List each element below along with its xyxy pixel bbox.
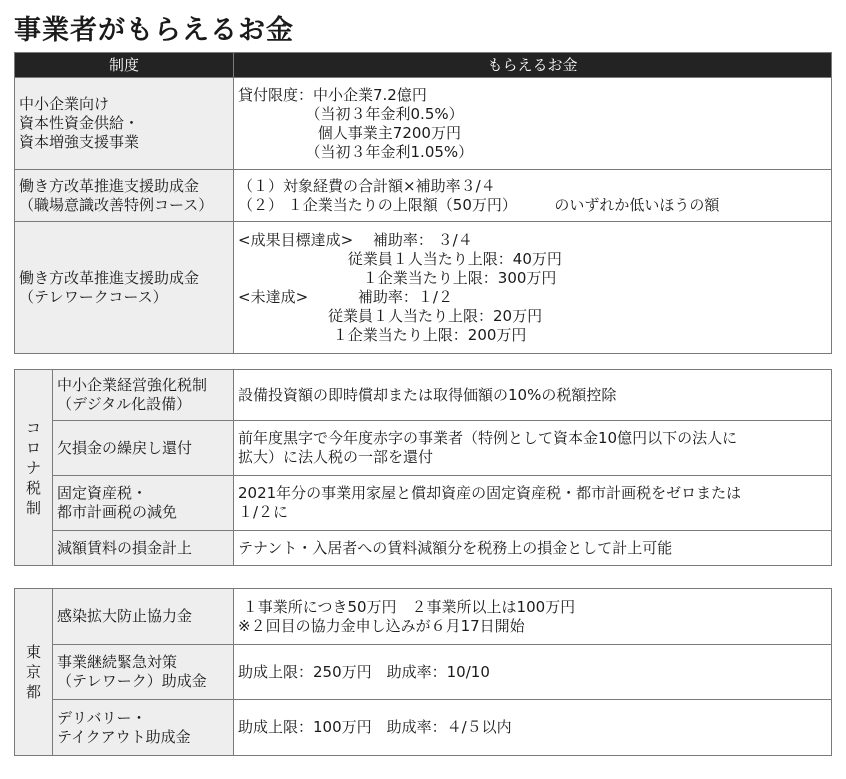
group-char: 京 (25, 663, 41, 681)
group-char: 東 (25, 643, 41, 661)
row-name: 中小企業経営強化税制 （デジタル化設備） (53, 370, 234, 421)
row-amount: １事業所につき50万円 ２事業所以上は100万円 ※２回目の協力金申し込みが６月17日開始 (234, 589, 832, 645)
main-table (14, 52, 832, 354)
group-char: ロ (25, 438, 41, 457)
row-name: 固定資産税・ 都市計画税の減免 (53, 476, 234, 531)
row-amount: 設備投資額の即時償却または取得価額の10%の税額控除 (234, 370, 832, 421)
row-amount: 貸付限度：中小企業7.2億円 （当初３年金利0.5%） 個人事業主7200万円 （当初３年金利1.05%） (234, 78, 832, 170)
group-char: コ (25, 418, 41, 437)
corona-tax-table (14, 369, 832, 566)
row-amount: 助成上限：100万円 助成率：４/５以内 (234, 700, 832, 756)
group-label-tokyo (15, 589, 53, 756)
group-char: ナ (25, 458, 41, 477)
row-amount: 2021年分の事業用家屋と償却資産の固定資産税・都市計画税をゼロまたは １/２に (234, 476, 832, 531)
page-title: 事業者がもらえるお金 (14, 15, 294, 46)
row-name: デリバリー・ テイクアウト助成金 (53, 700, 234, 756)
group-char: 制 (25, 498, 41, 517)
row-amount: 助成上限：250万円 助成率：10/10 (234, 645, 832, 700)
row-name: 事業継続緊急対策 （テレワーク）助成金 (53, 645, 234, 700)
row-amount: <成果目標達成> 補助率： ３/４ 従業員１人当たり上限：40万円 １企業当たり上限：300万円 <未達成> 補助率：１/２ 従業員１人当たり上限：20万円 １企業当たり上限：200万円 (234, 222, 832, 354)
row-name: 感染拡大防止協力金 (53, 589, 234, 645)
row-name: 働き方改革推進支援助成金 （テレワークコース） (15, 222, 234, 354)
row-amount: テナント・入居者への賃料減額分を税務上の損金として計上可能 (234, 531, 832, 566)
row-name: 中小企業向け 資本性資金供給・ 資本増強支援事業 (15, 78, 234, 170)
row-amount: （１）対象経費の合計額×補助率３/４ （２） １企業当たりの上限額（50万円） のいずれか低いほうの額 (234, 170, 832, 222)
row-name: 働き方改革推進支援助成金 （職場意識改善特例コース） (15, 170, 234, 222)
group-label-corona-tax (15, 370, 53, 566)
header-seido: 制度 (15, 53, 234, 78)
tokyo-table (14, 588, 832, 756)
row-name: 減額賃料の損金計上 (53, 531, 234, 566)
group-char: 税 (25, 478, 41, 497)
row-amount: 前年度黒字で今年度赤字の事業者（特例として資本金10億円以下の法人に 拡大）に法人税の一部を還付 (234, 421, 832, 476)
row-name: 欠損金の繰戻し還付 (53, 421, 234, 476)
group-char: 都 (25, 683, 41, 701)
header-moraeru-okane: もらえるお金 (234, 53, 832, 78)
